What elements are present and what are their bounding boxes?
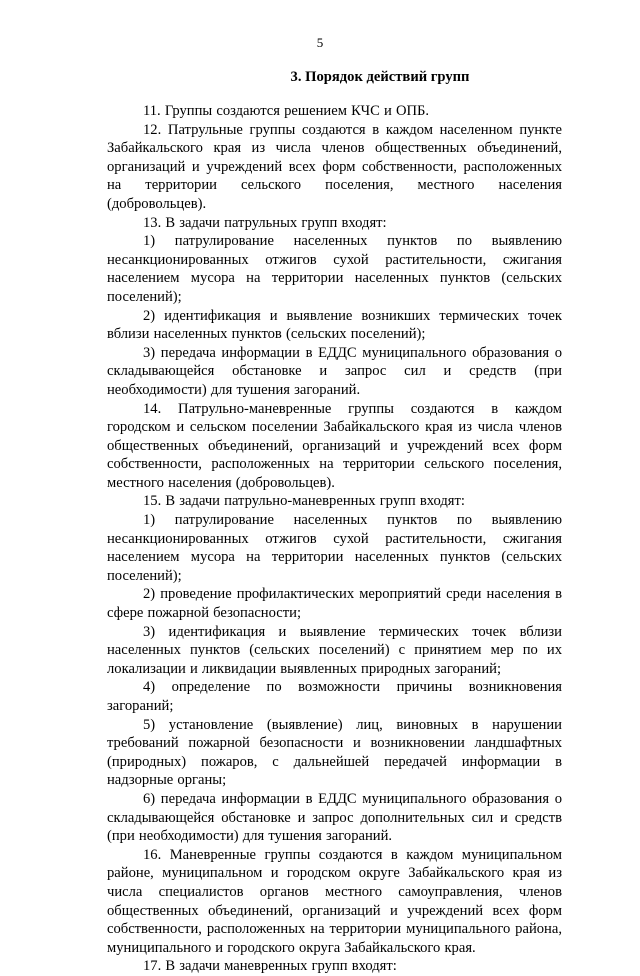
- paragraph-13-item-3: 3) передача информации в ЕДДС муниципального образования о складывающейся обстановке и запрос сил и средств (при необходимости) для тушения загораний.: [107, 344, 562, 398]
- document-body: [107, 102, 562, 976]
- section-heading: 3. Порядок действий групп: [290, 69, 470, 85]
- paragraph-14: 14. Патрульно-маневренные группы создаются в каждом городском и сельском поселении Забайкальского края из числа членов общественных объединений, организаций и учреждений всех форм собственности, расположенных на территории сельского поселения, местного населения (добровольцев).: [107, 400, 562, 491]
- paragraph-15-item-4: 4) определение по возможности причины возникновения загораний;: [107, 679, 562, 714]
- paragraph-15-item-5: 5) установление (выявление) лиц, виновных в нарушении требований пожарной безопасности и возникновении ландшафтных (природных) пожаров, с дальнейшей передачей информации в надзорные органы;: [107, 716, 562, 789]
- page-number: 5: [316, 35, 324, 50]
- paragraph-16: 16. Маневренные группы создаются в каждом муниципальном районе, муниципальном и городском округе Забайкальского края из числа специалистов органов местного самоуправления, членов общественных объединений, организаций и учреждений всех форм собственности, расположенных на территории муниципального района, муниципального и городского округа Забайкальского края.: [107, 846, 562, 956]
- paragraph-13-item-1: 1) патрулирование населенных пунктов по выявлению несанкционированных отжигов сухой растительности, сжигания населением мусора на территории населенных пунктов (сельских поселений);: [107, 233, 562, 305]
- paragraph-12: 12. Патрульные группы создаются в каждом населенном пункте Забайкальского края из числа членов общественных объединений, организаций и учреждений всех форм собственности, расположенных на территории сельского поселения, местного населения (добровольцев).: [107, 121, 562, 212]
- paragraph-11: 11. Группы создаются решением КЧС и ОПБ.: [143, 103, 430, 119]
- paragraph-13: 13. В задачи патрульных групп входят:: [143, 214, 387, 231]
- paragraph-13-item-2: 2) идентификация и выявление возникших термических точек вблизи населенных пунктов (сельских поселений);: [107, 307, 562, 343]
- paragraph-15-item-3: 3) идентификация и выявление термических точек вблизи населенных пунктов (сельских поселений) с принятием мер по их локализации и ликвидации выявленных природных загораний;: [107, 623, 562, 677]
- paragraph-17: 17. В задачи маневренных групп входят:: [143, 958, 397, 975]
- paragraph-15-item-1: 1) патрулирование населенных пунктов по выявлению несанкционированных отжигов сухой растительности, сжигания населением мусора на территории населенных пунктов (сельских поселений);: [107, 512, 562, 584]
- paragraph-15-item-6: 6) передача информации в ЕДДС муниципального образования о складывающейся обстановке и запрос дополнительных сил и средств (при необходимости) для тушения загораний.: [107, 790, 562, 845]
- paragraph-15-item-2: 2) проведение профилактических мероприятий среди населения в сфере пожарной безопасности;: [107, 586, 562, 622]
- paragraph-15: 15. В задачи патрульно-маневренных групп входят:: [143, 493, 465, 510]
